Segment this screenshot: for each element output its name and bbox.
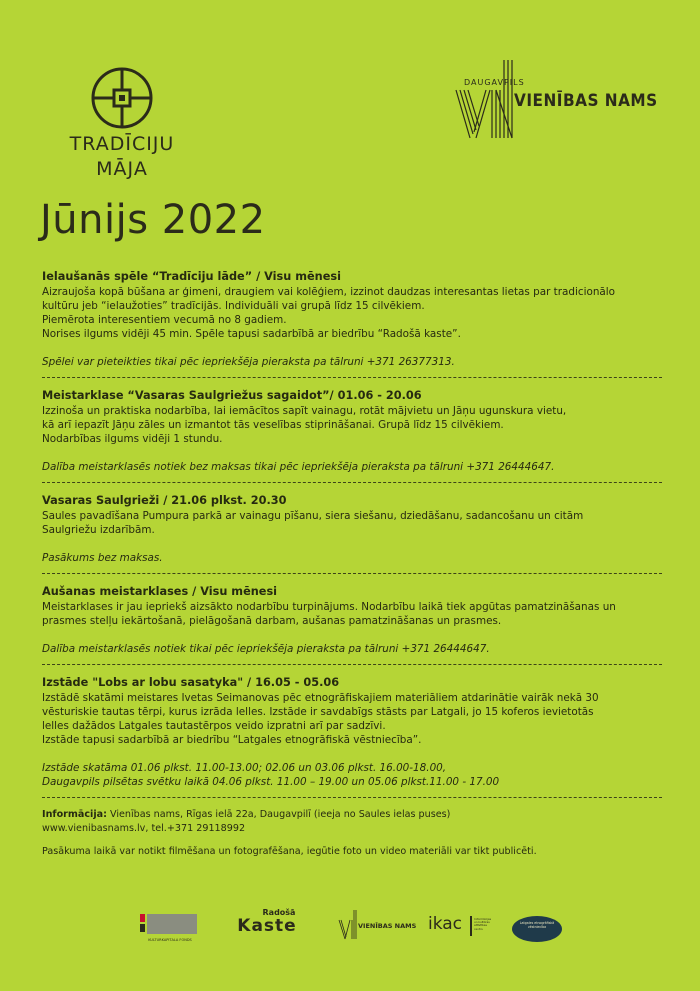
radosa-kaste-logo <box>232 908 302 944</box>
ikac-logo <box>428 914 492 944</box>
event-description-line: Aizraujoša kopā būšana ar ģimeni, draugiem vai kolēģiem, izzinot daudzas interesantas lietas par tradicionālo <box>42 286 616 298</box>
dashed-separator <box>42 573 662 574</box>
header <box>0 0 700 200</box>
event-description-line: vēsturiskie tautas tērpi, kurus izrāda lelles. Izstāde ir savdabīgs stāsts par Latgali, jo 15 koferos ievietotās <box>42 706 594 718</box>
vn-monogram-icon <box>452 60 516 140</box>
logo-name-line1: TRADĪCIJU <box>69 133 175 155</box>
event-block-5 <box>42 675 662 789</box>
event-description-line: Saulgriežu izdarībām. <box>42 524 155 536</box>
vn-small-monogram-icon <box>338 910 358 940</box>
event-note <box>42 355 662 369</box>
event-description-line: Izzinoša un praktiska nodarbība, lai iemācītos sapīt vainagu, rotāt mājvietu un Jāņu ugunskura vietu, <box>42 405 567 417</box>
radosa-bottom: Kaste <box>237 916 297 936</box>
event-description-line: prasmes stelļu iekārtošanā, pielāgošanā darbam, aušanas pamatzināšanas un prasmes. <box>42 615 502 627</box>
dashed-separator <box>42 377 662 378</box>
info-block <box>42 808 662 859</box>
event-description-line: Piemērota interesentiem vecumā no 8 gadiem. <box>42 314 287 326</box>
event-description <box>42 600 662 628</box>
event-description-line: kā arī iepazīt Jāņu zāles un izmantot tās veselības stiprināšanai. Grupā līdz 15 cilvēkiem. <box>42 419 504 431</box>
event-note-line: Pasākums bez maksas. <box>42 552 163 564</box>
dashed-separator <box>42 664 662 665</box>
logo-name-line2: MĀJA <box>96 158 148 180</box>
dashed-separator <box>42 482 662 483</box>
info-disclaimer: Pasākuma laikā var notikt filmēšana un fotografēšana, iegūtie foto un video materiāli var tikt publicēti. <box>42 846 537 857</box>
event-description <box>42 285 662 341</box>
event-block-4 <box>42 584 662 656</box>
info-contacts: www.vienibasnams.lv, tel.+371 29118992 <box>42 822 246 834</box>
latgales-vestnieciba-logo <box>512 916 562 942</box>
event-note-line: Spēlei var pieteikties tikai pēc iepriekšēja pieraksta pa tālruni +371 26377313. <box>42 356 455 368</box>
event-title: Meistarklase “Vasaras Saulgriežus sagaidot”/ 01.06 - 20.06 <box>42 389 422 402</box>
event-description-line: Izstādē skatāmi meistares Ivetas Seimanovas pēc etnogrāfiskajiem materiāliem atdarinātie vairāk nekā 30 <box>42 692 599 704</box>
vn-name: VIENĪBAS NAMS <box>514 91 658 111</box>
event-description-line: Nodarbības ilgums vidēji 1 stundu. <box>42 433 223 445</box>
ikac-subtitle: Informācijas un kultūras attīstības centrs <box>474 918 492 931</box>
tradiciju-maja-logo <box>66 66 178 180</box>
dashed-separator <box>42 797 662 798</box>
event-title: Aušanas meistarklases / Visu mēnesi <box>42 585 278 598</box>
event-description <box>42 509 662 537</box>
event-title: Izstāde "Lobs ar lobu sasatyka" / 16.05 - 05.06 <box>42 676 340 689</box>
info-address: Vienības nams, Rīgas ielā 22a, Daugavpilī (ieeja no Saules ielas puses) <box>106 809 451 820</box>
event-title: Vasaras Saulgrieži / 21.06 plkst. 20.30 <box>42 494 287 507</box>
events-list <box>42 269 662 859</box>
partner-logos <box>140 908 580 948</box>
event-note-line: Dalība meistarklasēs notiek tikai pēc iepriekšēja pieraksta pa tālruni +371 26444647. <box>42 643 490 655</box>
latgale-text: Latgales etnogrāfiskā vēstniecība <box>519 921 555 929</box>
event-note <box>42 551 662 565</box>
event-note <box>42 460 662 474</box>
event-note <box>42 642 662 656</box>
tradiciju-maja-emblem-icon <box>90 66 154 130</box>
vn-small-name: VIENĪBAS NAMS <box>358 922 417 930</box>
info-label: Informācija: <box>42 809 107 820</box>
event-description-line: lelles dažādos Latgales tautastērpos veido izpratni arī par sadzīvi. <box>42 720 386 732</box>
event-description <box>42 691 662 747</box>
radosa-top: Radošā <box>262 908 296 917</box>
event-block-2 <box>42 388 662 474</box>
vn-small-logo <box>338 910 417 944</box>
event-description-line: Izstāde tapusi sadarbībā ar biedrību “Latgales etnogrāfiskā vēstniecība”. <box>42 734 422 746</box>
event-note <box>42 761 662 789</box>
event-description <box>42 404 662 446</box>
event-description-line: Meistarklases ir jau iepriekš aizsākto nodarbību turpinājums. Nodarbību laikā tiek apgūtas pamatzināšanas un <box>42 601 616 613</box>
event-block-1 <box>42 269 662 369</box>
event-description-line: Norises ilgums vidēji 45 min. Spēle tapusi sadarbībā ar biedrību “Radošā kaste”. <box>42 328 461 340</box>
event-description-line: Saules pavadīšana Pumpura parkā ar vainagu pīšanu, siera siešanu, dziedāšanu, sadancošanu un citām <box>42 510 584 522</box>
event-description-line: kultūru jeb “ielaužoties” tradīcijās. Individuāli vai grupā līdz 15 cilvēkiem. <box>42 300 425 312</box>
vn-city: DAUGAVPILS <box>464 78 525 87</box>
page-title: Jūnijs 2022 <box>40 197 266 243</box>
event-note-line: Izstāde skatāma 01.06 plkst. 11.00-13.00; 02.06 un 03.06 plkst. 16.00-18.00, <box>42 762 447 774</box>
event-block-3 <box>42 493 662 565</box>
event-note-line: Dalība meistarklasēs notiek bez maksas tikai pēc iepriekšēja pieraksta pa tālruni +371 26444647. <box>42 461 555 473</box>
event-title: Ielaušanās spēle “Tradīciju lāde” / Visu mēnesi <box>42 270 341 283</box>
kkf-logo <box>140 914 200 946</box>
kkf-label: KULTŪRKAPITĀLA FONDS <box>148 938 192 942</box>
ikac-text: ikac <box>428 914 463 934</box>
vienibas-nams-logo <box>452 60 662 140</box>
event-note-line: Daugavpils pilsētas svētku laikā 04.06 plkst. 11.00 – 19.00 un 05.06 plkst.11.00 - 17.00 <box>42 776 500 788</box>
